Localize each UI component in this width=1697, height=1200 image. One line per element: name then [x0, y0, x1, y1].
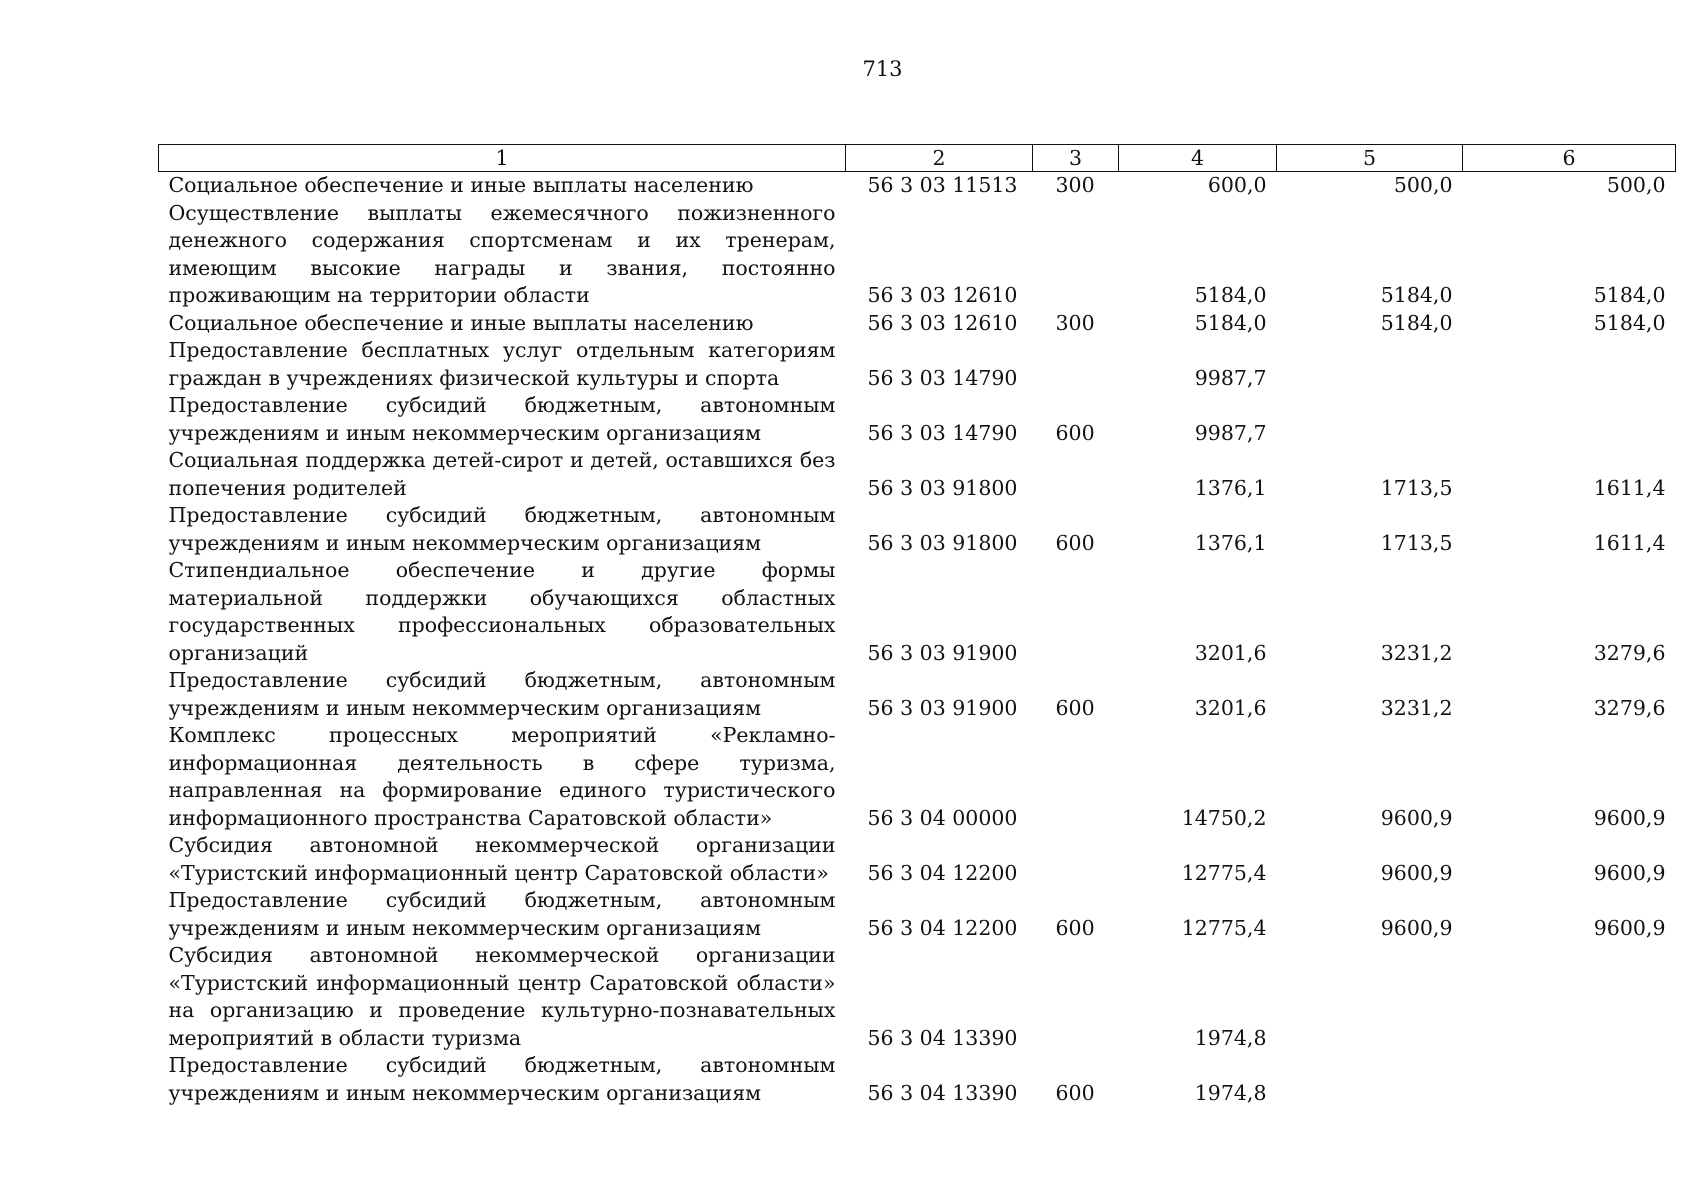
budget-table	[158, 144, 1676, 1107]
description-cell: Стипендиальное обеспечение и другие формы материальной поддержки обучающихся областных государственных профессиональных образовательных организаций	[168, 558, 836, 665]
amount-col5-cell: 9600,9	[1380, 805, 1453, 830]
code-cell: 56 3 03 91900	[867, 695, 1018, 720]
code-cell: 56 3 03 14790	[867, 420, 1018, 445]
amount-col6-cell: 5184,0	[1593, 283, 1666, 307]
description-cell: Предоставление бесплатных услуг отдельным категориям граждан в учреждениях физической культуры и спорта	[168, 338, 836, 390]
amount-col5-cell: 1713,5	[1380, 530, 1453, 555]
amount-col6-cell	[1463, 942, 1676, 1052]
amount-col6-cell: 1611,4	[1593, 530, 1666, 555]
table-row	[159, 200, 1676, 310]
amount-col5-cell	[1277, 942, 1463, 1052]
amount-col6-cell: 3279,6	[1593, 695, 1666, 720]
amount-col5-cell: 3231,2	[1380, 640, 1453, 665]
amount-col4-cell: 1376,1	[1194, 530, 1267, 555]
description-cell: Субсидия автономной некоммерческой организации «Туристский информационный центр Саратовской области» на организацию и проведение культурно-познавательных мероприятий в области туризма	[168, 943, 836, 1050]
amount-col5-cell	[1277, 1052, 1463, 1107]
table-row	[159, 1052, 1676, 1107]
amount-col4-cell: 1376,1	[1194, 475, 1267, 500]
code-cell: 56 3 03 91900	[867, 640, 1018, 665]
amount-col4-cell: 5184,0	[1194, 310, 1267, 335]
header-col-2: 2	[846, 145, 1033, 172]
amount-col4-cell: 9987,7	[1194, 365, 1267, 390]
table-row	[159, 887, 1676, 942]
code-cell: 56 3 04 13390	[867, 1025, 1018, 1050]
type-cell: 600	[1055, 915, 1095, 940]
amount-col6-cell	[1463, 392, 1676, 447]
code-cell: 56 3 03 91800	[867, 530, 1018, 555]
amount-col5-cell: 1713,5	[1380, 475, 1453, 500]
type-cell	[1033, 337, 1119, 392]
type-cell: 600	[1055, 530, 1095, 555]
amount-col6-cell	[1463, 1052, 1676, 1107]
description-cell: Социальное обеспечение и иные выплаты населению	[168, 310, 754, 335]
type-cell: 600	[1055, 1080, 1095, 1105]
description-cell: Предоставление субсидий бюджетным, автономным учреждениям и иным некоммерческим организациям	[168, 888, 836, 940]
amount-col6-cell: 3279,6	[1593, 640, 1666, 665]
header-row	[159, 145, 1676, 172]
amount-col6-cell	[1463, 337, 1676, 392]
amount-col4-cell: 12775,4	[1181, 915, 1267, 940]
table-row	[159, 310, 1676, 338]
table-row	[159, 337, 1676, 392]
amount-col4-cell: 9987,7	[1194, 420, 1267, 445]
description-cell: Предоставление субсидий бюджетным, автономным учреждениям и иным некоммерческим организациям	[168, 393, 836, 445]
amount-col5-cell	[1277, 337, 1463, 392]
amount-col6-cell: 9600,9	[1593, 805, 1666, 830]
code-cell: 56 3 04 00000	[867, 805, 1018, 830]
type-cell: 600	[1055, 420, 1095, 445]
table-row	[159, 172, 1676, 200]
type-cell	[1033, 200, 1119, 310]
table-row	[159, 667, 1676, 722]
code-cell: 56 3 04 12200	[867, 860, 1018, 885]
type-cell	[1033, 722, 1119, 832]
table-row	[159, 447, 1676, 502]
code-cell: 56 3 03 12610	[867, 310, 1018, 335]
amount-col4-cell: 3201,6	[1194, 640, 1267, 665]
page-number: 713	[862, 57, 903, 81]
description-cell: Осуществление выплаты ежемесячного пожизненного денежного содержания спортсменам и их тренерам, имеющим высокие награды и звания, постоянно проживающим на территории области	[168, 200, 836, 307]
code-cell: 56 3 03 11513	[867, 173, 1018, 197]
amount-col4-cell: 1974,8	[1194, 1025, 1267, 1050]
header-col-6: 6	[1463, 145, 1676, 172]
code-cell: 56 3 04 13390	[867, 1080, 1018, 1105]
amount-col5-cell: 500,0	[1393, 173, 1453, 197]
table-row	[159, 832, 1676, 887]
table-header	[159, 145, 1676, 172]
table-row	[159, 942, 1676, 1052]
amount-col4-cell: 1974,8	[1194, 1080, 1267, 1105]
amount-col5-cell: 5184,0	[1380, 310, 1453, 335]
amount-col6-cell: 1611,4	[1593, 475, 1666, 500]
amount-col4-cell: 5184,0	[1194, 283, 1267, 307]
header-col-5: 5	[1277, 145, 1463, 172]
description-cell: Предоставление субсидий бюджетным, автономным учреждениям и иным некоммерческим организациям	[168, 1053, 836, 1105]
type-cell: 300	[1055, 310, 1095, 335]
amount-col5-cell: 9600,9	[1380, 915, 1453, 940]
code-cell: 56 3 04 12200	[867, 915, 1018, 940]
description-cell: Комплекс процессных мероприятий «Рекламно-информационная деятельность в сфере туризма, направленная на формирование единого туристического информационного пространства Саратовской области»	[168, 723, 836, 830]
type-cell	[1033, 942, 1119, 1052]
type-cell	[1033, 557, 1119, 667]
amount-col6-cell: 500,0	[1606, 173, 1666, 197]
amount-col4-cell: 12775,4	[1181, 860, 1267, 885]
table-row	[159, 392, 1676, 447]
table-row	[159, 502, 1676, 557]
description-cell: Предоставление субсидий бюджетным, автономным учреждениям и иным некоммерческим организациям	[168, 503, 836, 555]
amount-col5-cell: 9600,9	[1380, 860, 1453, 885]
type-cell: 300	[1055, 173, 1095, 197]
type-cell	[1033, 832, 1119, 887]
description-cell: Субсидия автономной некоммерческой организации «Туристский информационный центр Саратовской области»	[168, 833, 836, 885]
amount-col4-cell: 3201,6	[1194, 695, 1267, 720]
amount-col6-cell: 9600,9	[1593, 915, 1666, 940]
description-cell: Предоставление субсидий бюджетным, автономным учреждениям и иным некоммерческим организациям	[168, 668, 836, 720]
amount-col4-cell: 600,0	[1207, 173, 1267, 197]
code-cell: 56 3 03 12610	[867, 283, 1018, 307]
type-cell	[1033, 447, 1119, 502]
header-col-4: 4	[1119, 145, 1277, 172]
amount-col5-cell: 3231,2	[1380, 695, 1453, 720]
table-body	[159, 172, 1676, 1108]
description-cell: Социальная поддержка детей-сирот и детей, оставшихся без попечения родителей	[168, 448, 836, 500]
table-row	[159, 722, 1676, 832]
type-cell: 600	[1055, 695, 1095, 720]
amount-col5-cell: 5184,0	[1380, 283, 1453, 307]
header-col-3: 3	[1033, 145, 1119, 172]
amount-col6-cell: 9600,9	[1593, 860, 1666, 885]
amount-col4-cell: 14750,2	[1181, 805, 1267, 830]
description-cell: Социальное обеспечение и иные выплаты населению	[168, 173, 754, 197]
amount-col6-cell: 5184,0	[1593, 310, 1666, 335]
code-cell: 56 3 03 14790	[867, 365, 1018, 390]
header-col-1: 1	[159, 145, 846, 172]
amount-col5-cell	[1277, 392, 1463, 447]
table-row	[159, 557, 1676, 667]
code-cell: 56 3 03 91800	[867, 475, 1018, 500]
